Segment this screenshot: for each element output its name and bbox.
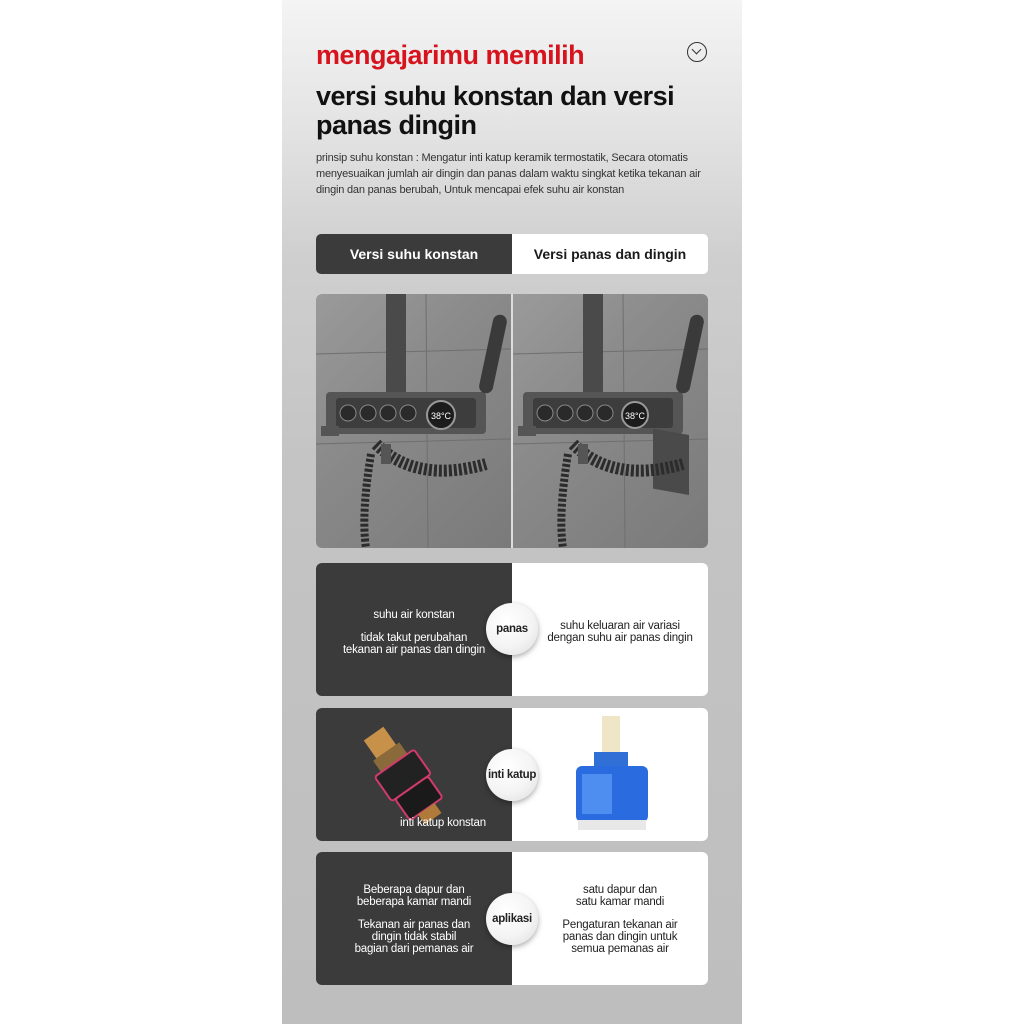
- card-text: beberapa kamar mandi: [356, 896, 472, 908]
- version-tabs: [316, 234, 708, 274]
- card-right: [512, 563, 708, 696]
- card-text: panas dan dingin untuk: [562, 931, 678, 943]
- card-text: satu dapur dan: [583, 884, 657, 896]
- svg-text:38°C: 38°C: [624, 411, 646, 421]
- card-text: dengan suhu air panas dingin: [547, 632, 693, 644]
- badge-inti-katup: inti katup: [486, 749, 538, 801]
- thermostatic-valve-icon: [344, 722, 464, 832]
- svg-text:38°C: 38°C: [430, 411, 452, 421]
- comparison-card-valve: [316, 708, 708, 841]
- card-left: [316, 708, 512, 841]
- card-right: [512, 708, 708, 841]
- card-text: semua pemanas air: [571, 943, 669, 955]
- card-text: tidak takut perubahan: [360, 632, 468, 644]
- card-left: [316, 852, 512, 985]
- card-text: Beberapa dapur dan: [363, 884, 465, 896]
- description-text: prinsip suhu konstan : Mengatur inti katup keramik termostatik, Secara otomatis menyesuaikan jumlah air dingin dan panas dalam waktu singkat ketika tekanan air dingin dan panas berubah, Untuk mencapai efek suhu air konstan: [316, 152, 701, 196]
- card-text: Tekanan air panas dan: [357, 919, 471, 931]
- shower-mixer-illustration: [513, 294, 708, 548]
- heading-main: versi suhu konstan dan versi panas dingin: [316, 81, 675, 140]
- shower-mixer-illustration: [316, 294, 511, 548]
- card-left: [316, 563, 512, 696]
- heading-red: mengajarimu memilih: [316, 40, 585, 70]
- product-photo-hot-cold: [513, 294, 708, 548]
- tab-constant-temperature[interactable]: Versi suhu konstan: [316, 234, 512, 274]
- badge-aplikasi: aplikasi: [486, 893, 538, 945]
- card-text: suhu air konstan: [373, 609, 455, 621]
- card-text: satu kamar mandi: [575, 896, 665, 908]
- card-text: tekanan air panas dan dingin: [342, 644, 486, 656]
- badge-panas: panas: [486, 603, 538, 655]
- card-text: suhu keluaran air variasi: [560, 620, 680, 632]
- chevron-down-icon[interactable]: [687, 42, 707, 62]
- ceramic-cartridge-icon: [572, 716, 652, 834]
- card-caption: inti katup konstan: [400, 817, 486, 829]
- card-text: bagian dari pemanas air: [354, 943, 474, 955]
- comparison-card-application: [316, 852, 708, 985]
- product-photos: [316, 294, 708, 548]
- tab-hot-cold[interactable]: Versi panas dan dingin: [512, 234, 708, 274]
- card-text: Pengaturan tekanan air: [562, 919, 678, 931]
- comparison-card-temperature: [316, 563, 708, 696]
- card-text: dingin tidak stabil: [371, 931, 457, 943]
- product-photo-constant: [316, 294, 511, 548]
- card-right: [512, 852, 708, 985]
